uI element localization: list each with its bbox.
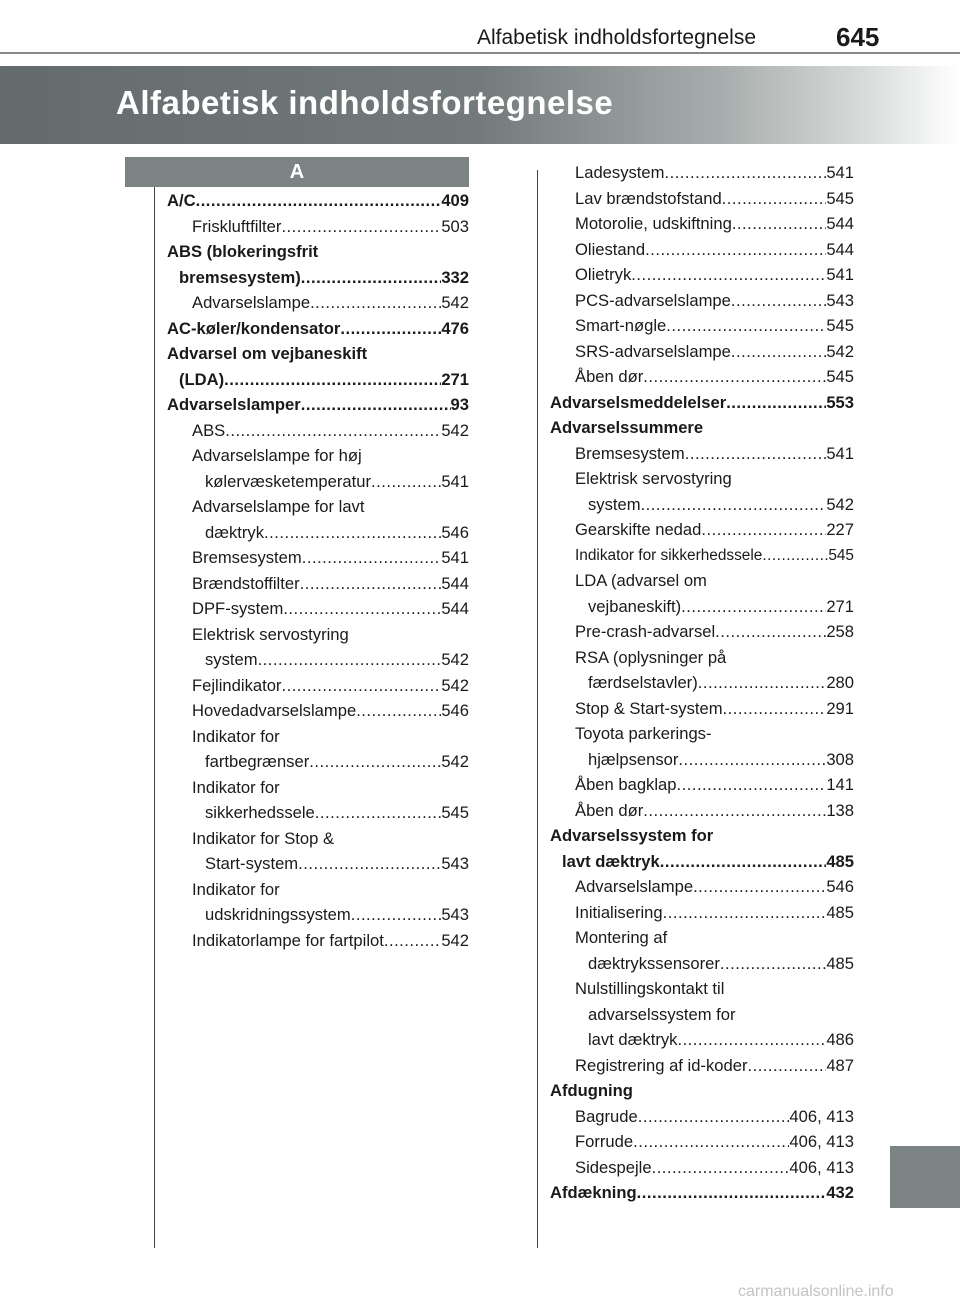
index-entry-page: 542 <box>441 293 469 312</box>
index-entry-term: Olietryk <box>575 265 632 284</box>
index-entry-term: Gearskifte nedad <box>575 520 702 539</box>
dot-leader <box>645 237 826 263</box>
index-entry-page: 544 <box>441 599 469 618</box>
index-entry <box>550 874 854 900</box>
index-entry <box>167 239 469 265</box>
index-entry-term: Oliestand <box>575 239 646 259</box>
index-entry-term: Indikator for Stop & <box>192 828 335 848</box>
index-entry-term: kølervæsketemperatur <box>205 471 371 491</box>
index-entry-term: hjælpsensor <box>588 749 679 769</box>
index-entry-term: ABS <box>192 420 226 440</box>
dot-leader <box>731 339 826 365</box>
index-entry <box>550 1180 854 1206</box>
index-entry <box>550 160 854 186</box>
index-entry <box>167 902 469 928</box>
dot-leader <box>638 1104 790 1130</box>
index-entry-term: Nulstillingskontakt til <box>575 979 725 998</box>
index-entry-page: 541 <box>441 471 469 491</box>
index-entry-page: 487 <box>826 1055 854 1075</box>
index-entry-term: Advarselslampe for lavt <box>192 497 365 516</box>
index-entry <box>550 823 854 849</box>
index-entry-term: Advarselslamper <box>167 395 301 414</box>
dot-leader <box>701 517 826 543</box>
index-entry-term: Forrude <box>575 1132 634 1151</box>
dot-leader <box>715 619 826 645</box>
index-entry-term: Afdugning <box>550 1081 633 1100</box>
index-entry <box>550 492 854 518</box>
dot-leader <box>302 545 442 571</box>
dot-leader <box>666 313 826 339</box>
index-entry <box>550 466 854 492</box>
index-entry-page: 138 <box>826 800 854 820</box>
index-entry <box>167 571 469 597</box>
index-entry-page: 545 <box>826 367 854 386</box>
index-entry-page: 541 <box>826 443 854 463</box>
index-entry <box>550 339 854 365</box>
index-entry <box>550 543 854 569</box>
index-entry-term: DPF-system <box>192 599 284 618</box>
index-entry <box>167 392 469 418</box>
index-entry <box>167 469 469 495</box>
index-entry <box>167 265 469 291</box>
dot-leader <box>351 902 442 928</box>
index-entry <box>550 976 854 1002</box>
index-entry <box>167 494 469 520</box>
index-entry <box>550 262 854 288</box>
index-entry-term: Initialisering <box>575 902 663 922</box>
dot-leader <box>281 673 441 699</box>
index-entry-term: Toyota parkerings- <box>575 724 712 743</box>
index-entry <box>550 568 854 594</box>
index-entry-page: 545 <box>828 546 854 564</box>
index-entry-page: 543 <box>441 905 469 924</box>
dot-leader <box>309 749 441 775</box>
dot-leader <box>678 747 826 773</box>
index-entry <box>167 214 469 240</box>
index-entry <box>167 596 469 622</box>
index-entry-page: 476 <box>441 318 469 338</box>
index-column-left <box>167 188 469 953</box>
index-entry-term: Indikator for sikkerhedssele <box>575 546 763 564</box>
index-entry-page: 486 <box>826 1030 854 1049</box>
index-entry-page: 541 <box>826 265 854 284</box>
index-entry <box>550 594 854 620</box>
index-entry <box>167 622 469 648</box>
index-entry-page: 546 <box>826 877 854 896</box>
index-entry-term: system <box>588 494 641 514</box>
index-entry <box>550 696 854 722</box>
dot-leader <box>663 900 827 926</box>
index-entry <box>550 288 854 314</box>
index-entry-page: 541 <box>441 548 469 567</box>
index-entry-term: Advarsel om vejbaneskift <box>167 344 368 363</box>
index-entry <box>550 747 854 773</box>
index-entry-page: 544 <box>826 239 854 259</box>
index-entry-term: Ladesystem <box>575 163 665 182</box>
index-entry-term: dæktryk <box>205 522 265 542</box>
dot-leader <box>384 928 441 954</box>
dot-leader <box>633 1129 789 1155</box>
index-entry-term: Advarselssummere <box>550 418 704 437</box>
dot-leader <box>356 698 441 724</box>
index-entry <box>550 1155 854 1181</box>
dot-leader <box>225 418 441 444</box>
index-entry-page: 542 <box>441 675 469 695</box>
index-entry <box>167 520 469 546</box>
index-entry-page: 406, 413 <box>789 1157 854 1177</box>
index-entry <box>550 645 854 671</box>
dot-leader <box>747 1053 826 1079</box>
index-entry-page: 227 <box>826 520 854 539</box>
dot-leader <box>264 520 441 546</box>
index-entry-page: 542 <box>441 752 469 771</box>
index-entry <box>550 517 854 543</box>
index-entry-term: ABS (blokeringsfrit <box>167 242 319 261</box>
dot-leader <box>681 594 826 620</box>
index-entry-term: Sidespejle <box>575 1157 652 1177</box>
index-entry <box>550 619 854 645</box>
index-entry-page: 406, 413 <box>789 1106 854 1126</box>
index-entry-page: 308 <box>826 749 854 769</box>
index-entry <box>550 925 854 951</box>
index-entry-page: 544 <box>826 214 854 233</box>
index-entry <box>550 900 854 926</box>
index-entry-term: (LDA) <box>179 369 225 389</box>
index-entry-page: 485 <box>826 902 854 922</box>
index-entry <box>550 313 854 339</box>
index-entry-term: advarselssystem for <box>588 1004 736 1024</box>
dot-leader <box>677 772 827 798</box>
index-entry <box>550 798 854 824</box>
index-entry-page: 485 <box>826 851 854 871</box>
index-entry <box>550 849 854 875</box>
index-entry <box>167 800 469 826</box>
index-entry-term: fartbegrænser <box>205 752 310 771</box>
index-entry-term: Åben dør <box>575 367 644 386</box>
index-entry-page: 432 <box>826 1183 854 1202</box>
index-entry-term: udskridningssystem <box>205 905 351 924</box>
dot-leader <box>258 647 442 673</box>
index-entry-page: 542 <box>826 494 854 514</box>
column-divider-middle <box>537 170 538 1248</box>
index-entry <box>167 367 469 393</box>
dot-leader <box>283 596 441 622</box>
index-entry-term: Lav brændstofstand <box>575 188 722 208</box>
index-entry-term: Stop & Start-system <box>575 698 723 718</box>
chapter-tab <box>890 1146 960 1208</box>
index-entry <box>167 673 469 699</box>
index-entry-term: Indikator for <box>192 777 280 797</box>
index-entry-term: Bremsesystem <box>575 443 685 463</box>
dot-leader <box>722 186 827 212</box>
dot-leader <box>664 160 826 186</box>
index-entry-term: A/C <box>167 191 196 210</box>
index-entry <box>167 698 469 724</box>
index-entry-page: 544 <box>441 573 469 593</box>
index-entry-term: lavt dæktryk <box>588 1030 678 1049</box>
index-entry-term: Advarselssystem for <box>550 826 714 845</box>
dot-leader <box>660 849 827 875</box>
dot-leader <box>726 390 826 416</box>
dot-leader <box>298 851 441 877</box>
dot-leader <box>631 262 826 288</box>
page-title: Alfabetisk indholdsfortegnelse <box>116 84 614 121</box>
dot-leader <box>677 1027 826 1053</box>
index-entry <box>167 290 469 316</box>
index-entry <box>167 545 469 571</box>
index-column-right <box>550 160 854 1206</box>
index-entry <box>550 186 854 212</box>
dot-leader <box>643 364 826 390</box>
index-entry-term: SRS-advarselslampe <box>575 341 731 361</box>
index-entry-term: system <box>205 650 258 669</box>
dot-leader <box>762 543 828 569</box>
index-entry-page: 141 <box>826 775 854 794</box>
index-entry-term: Åben dør <box>575 800 644 820</box>
page-number: 645 <box>836 22 880 52</box>
index-entry <box>550 1002 854 1028</box>
index-entry-page: 291 <box>826 698 854 718</box>
index-entry <box>167 826 469 852</box>
index-entry <box>167 775 469 801</box>
index-entry <box>550 237 854 263</box>
index-entry-term: Start-system <box>205 854 299 873</box>
index-entry-term: PCS-advarselslampe <box>575 290 731 310</box>
index-entry-term: Motorolie, udskiftning <box>575 214 732 233</box>
index-entry-page: 541 <box>826 163 854 182</box>
index-entry <box>167 877 469 903</box>
index-entry-page: 543 <box>826 290 854 310</box>
index-entry-page: 271 <box>826 596 854 616</box>
index-entry-term: Pre-crash-advarsel <box>575 622 716 641</box>
index-entry-term: Advarselsmeddelelser <box>550 392 727 412</box>
index-entry-term: Indikatorlampe for fartpilot <box>192 930 384 950</box>
index-entry-term: Montering af <box>575 928 668 947</box>
index-entry <box>550 364 854 390</box>
dot-leader <box>652 1155 790 1181</box>
column-divider-left <box>154 187 155 1248</box>
dot-leader <box>641 492 827 518</box>
index-entry-page: 546 <box>441 522 469 542</box>
index-entry <box>167 749 469 775</box>
index-entry-term: lavt dæktryk <box>562 851 660 871</box>
index-entry-page: 545 <box>826 316 854 335</box>
index-entry <box>167 851 469 877</box>
dot-leader <box>731 288 826 314</box>
index-entry-term: sikkerhedssele <box>205 803 315 822</box>
index-entry <box>550 441 854 467</box>
index-entry-term: Åben bagklap <box>575 775 677 794</box>
index-entry <box>167 341 469 367</box>
watermark: carmanualsonline.info <box>738 1283 894 1300</box>
index-entry <box>550 415 854 441</box>
index-entry <box>167 647 469 673</box>
dot-leader <box>301 265 442 291</box>
index-entry <box>550 951 854 977</box>
dot-leader <box>720 951 826 977</box>
index-entry-page: 542 <box>441 650 469 669</box>
dot-leader <box>301 392 451 418</box>
index-entry-term: Advarselslampe <box>575 877 694 896</box>
index-entry <box>550 772 854 798</box>
index-entry-term: Advarselslampe for høj <box>192 446 362 465</box>
dot-leader <box>723 696 827 722</box>
index-entry-term: dæktrykssensorer <box>588 953 720 973</box>
index-entry <box>167 928 469 954</box>
index-entry-term: Fejlindikator <box>192 675 282 695</box>
dot-leader <box>732 211 827 237</box>
index-entry-term: vejbaneskift) <box>588 596 682 616</box>
index-entry <box>550 211 854 237</box>
dot-leader <box>643 798 826 824</box>
index-entry <box>167 724 469 750</box>
index-entry <box>550 1078 854 1104</box>
dot-leader <box>637 1180 827 1206</box>
index-entry <box>167 443 469 469</box>
index-entry-term: færdselstavler) <box>588 673 698 692</box>
index-entry-page: 545 <box>826 188 854 208</box>
index-entry-term: Bremsesystem <box>192 548 302 567</box>
dot-leader <box>693 874 826 900</box>
dot-leader <box>310 290 441 316</box>
dot-leader <box>371 469 441 495</box>
index-entry-page: 546 <box>441 701 469 720</box>
dot-leader <box>698 670 827 696</box>
index-entry-term: AC-køler/kondensator <box>167 318 341 338</box>
index-entry-term: Indikator for <box>192 726 280 746</box>
dot-leader <box>315 800 442 826</box>
index-entry-term: Friskluftfilter <box>192 216 282 236</box>
dot-leader <box>340 316 441 342</box>
index-entry-term: Bagrude <box>575 1106 638 1126</box>
dot-leader <box>685 441 827 467</box>
index-entry-page: 258 <box>826 622 854 641</box>
index-entry-term: Advarselslampe <box>192 293 311 312</box>
index-entry <box>550 1027 854 1053</box>
index-entry-page: 553 <box>826 392 854 412</box>
index-entry-page: 93 <box>450 395 469 414</box>
dot-leader <box>281 214 441 240</box>
index-entry-term: bremsesystem) <box>179 267 301 287</box>
index-entry-term: Brændstoffilter <box>192 573 300 593</box>
index-entry-page: 406, 413 <box>789 1132 854 1151</box>
index-entry-term: RSA (oplysninger på <box>575 647 727 667</box>
index-entry-term: LDA (advarsel om <box>575 571 707 590</box>
index-entry-term: Smart-nøgle <box>575 316 667 335</box>
index-entry-term: Afdækning <box>550 1183 637 1202</box>
index-entry-page: 485 <box>826 953 854 973</box>
index-entry-page: 542 <box>826 341 854 361</box>
index-entry-page: 542 <box>441 420 469 440</box>
index-entry-page: 280 <box>826 673 854 692</box>
index-entry-page: 542 <box>441 930 469 950</box>
dot-leader <box>196 188 442 214</box>
index-entry-term: Elektrisk servostyring <box>575 469 732 488</box>
index-entry-term: Registrering af id-koder <box>575 1055 748 1075</box>
index-entry-term: Elektrisk servostyring <box>192 624 349 644</box>
index-entry-page: 332 <box>441 267 469 287</box>
index-entry <box>167 188 469 214</box>
index-entry <box>550 1104 854 1130</box>
dot-leader <box>300 571 442 597</box>
index-entry-page: 271 <box>441 369 469 389</box>
index-entry <box>167 316 469 342</box>
index-entry-page: 545 <box>441 803 469 822</box>
index-entry <box>550 721 854 747</box>
dot-leader <box>224 367 441 393</box>
index-entry-term: Indikator for <box>192 879 280 899</box>
index-entry-page: 503 <box>441 216 469 236</box>
index-entry <box>550 670 854 696</box>
running-header-title: Alfabetisk indholdsfortegnelse <box>476 26 756 49</box>
index-entry <box>550 1053 854 1079</box>
index-entry-page: 409 <box>441 191 469 210</box>
index-entry <box>550 1129 854 1155</box>
index-entry <box>167 418 469 444</box>
index-entry-page: 543 <box>441 854 469 873</box>
header-rule <box>0 52 960 54</box>
index-entry <box>550 390 854 416</box>
section-letter-heading: A <box>125 157 469 187</box>
index-entry-term: Hovedadvarselslampe <box>192 701 357 720</box>
